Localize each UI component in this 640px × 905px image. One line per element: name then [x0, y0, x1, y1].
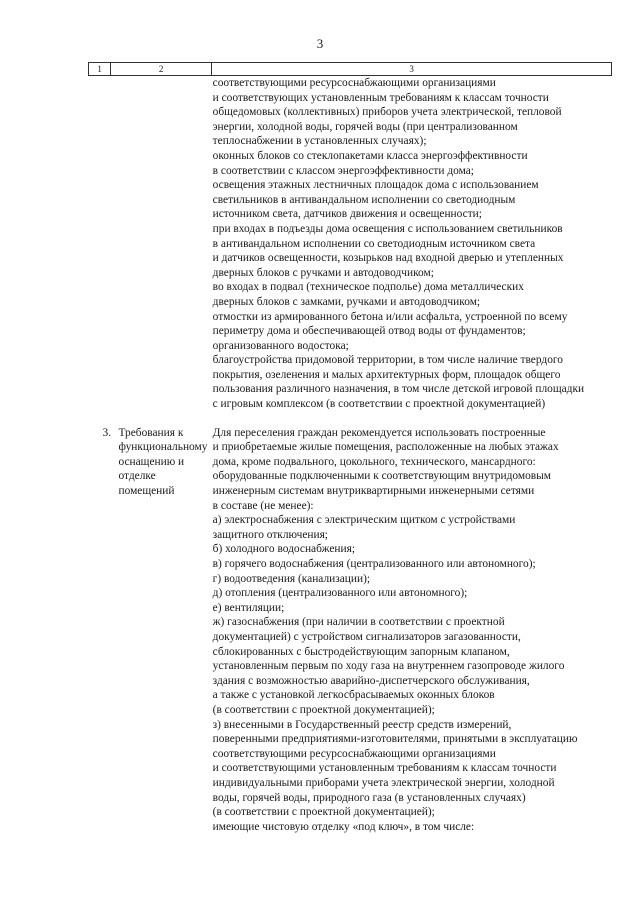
- section-title-line: оснащению и: [118, 455, 185, 468]
- content-line: з) внесенными в Государственный реестр средств измерений,: [212, 718, 512, 731]
- content-line: отмостки из армированного бетона и/или асфальта, устроенной по всему: [212, 310, 568, 323]
- content-line: е) вентиляции;: [212, 601, 285, 614]
- content-line: во входах в подвал (техническое подполье) дома металлических: [212, 281, 524, 294]
- content-line: установленным первым по ходу газа на внутреннем газопроводе жилого: [212, 660, 565, 673]
- content-line: светильников в антивандальном исполнении со светодиодным: [212, 193, 516, 206]
- content-line: а также с установкой легкосбрасываемых оконных блоков: [212, 689, 495, 702]
- cell-section-3-content: [212, 412, 612, 835]
- content-line: и датчиков освещенности, козырьков над входной дверью и утепленных: [212, 252, 564, 265]
- content-line: дверных блоков с замками, ручками и автодоводчиком;: [212, 295, 481, 308]
- content-line: в составе (не менее):: [212, 499, 314, 512]
- content-line: в соответствии с классом энергоэффективности дома;: [212, 164, 474, 177]
- content-line: в) горячего водоснабжения (централизованного или автономного);: [212, 558, 536, 570]
- content-line: сблокированных с быстродействующим запорным клапаном,: [212, 645, 510, 658]
- header-col-3: 3: [212, 63, 612, 76]
- content-line: при входах в подъезды дома освещения с использованием светильников: [212, 222, 563, 235]
- content-line: дома, кроме подвального, цокольного, технического, мансардного:: [212, 455, 536, 468]
- section-number: 3.: [102, 426, 112, 439]
- header-col-1: 1: [89, 63, 111, 76]
- content-line: в антивандальном исполнении со светодиодным источником света: [212, 237, 536, 250]
- content-line: благоустройства придомовой территории, в том числе наличие твердого: [212, 354, 563, 367]
- content-line: здания с возможностью аварийно-диспетчерского обслуживания,: [212, 674, 530, 687]
- content-line: и соответствующих установленным требованиям к классам точности: [212, 91, 549, 104]
- content-line: энергии, холодной воды, горячей воды (при централизованном: [212, 120, 518, 133]
- content-line: освещения этажных лестничных площадок дома с использованием: [212, 179, 539, 192]
- content-line: (в соответствии с проектной документацией);: [212, 703, 435, 716]
- section-title-line: помещений: [118, 485, 175, 498]
- content-line: общедомовых (коллективных) приборов учета электрической, тепловой: [212, 106, 562, 119]
- content-line: документацией) с устройством сигнализаторов загазованности,: [212, 630, 521, 643]
- content-line: пользования различного назначения, в том числе детской игровой площадки: [212, 383, 585, 396]
- content-line: дверных блоков с ручками и автодоводчиком;: [212, 266, 434, 279]
- content-line: соответствующими ресурсоснабжающими организациями: [212, 77, 496, 89]
- table-row-continuation: [89, 76, 612, 412]
- cell-number: [89, 76, 111, 412]
- content-line: а) электроснабжения с электрическим щитком с устройствами: [212, 514, 516, 527]
- requirements-table: [88, 62, 612, 834]
- page-number: 3: [316, 36, 324, 51]
- content-line: индивидуальными приборами учета электрической энергии, холодной: [212, 776, 555, 789]
- content-line: и приобретаемые жилые помещения, расположенные на любых этажах: [212, 441, 559, 454]
- content-line: д) отопления (централизованного или автономного);: [212, 587, 468, 600]
- content-line: источником света, датчиков движения и освещенности;: [212, 208, 482, 221]
- content-line: имеющие чистовую отделку «под ключ», в том числе:: [212, 820, 475, 833]
- cell-section-3-heading: [89, 412, 212, 835]
- content-line: с игровым комплексом (в соответствии с проектной документацией): [212, 398, 546, 411]
- content-line: Для переселения граждан рекомендуется использовать построенные: [212, 426, 546, 439]
- content-line: периметру дома и обеспечивающей отвод воды от фундаментов;: [212, 325, 526, 338]
- cell-title: [111, 76, 212, 412]
- content-line: покрытия, озеленения и малых архитектурных форм, площадок общего: [212, 368, 561, 381]
- table-header-row: [89, 63, 612, 76]
- content-line: ж) газоснабжения (при наличии в соответствии с проектной: [212, 616, 505, 629]
- content-line: организованного водостока;: [212, 339, 349, 352]
- cell-content: [212, 76, 612, 412]
- content-line: г) водоотведения (канализации);: [212, 572, 371, 585]
- content-line: теплоснабжении в установленных случаях);: [212, 135, 427, 148]
- content-line: оборудованные подключенными к соответствующим внутридомовым: [212, 470, 552, 483]
- section-title-line: функциональному: [118, 441, 208, 454]
- section-title-line: отделке: [118, 470, 156, 483]
- content-line: оконных блоков со стеклопакетами класса энергоэффективности: [212, 149, 528, 162]
- table-row-section-3: [89, 412, 612, 835]
- content-line: воды, горячей воды, природного газа (в установленных случаях): [212, 791, 526, 804]
- content-line: поверенными предприятиями-изготовителями, принятыми в эксплуатацию: [212, 733, 578, 746]
- content-line: (в соответствии с проектной документацией);: [212, 806, 435, 819]
- content-line: соответствующими ресурсоснабжающими организациями: [212, 747, 496, 760]
- content-line: б) холодного водоснабжения;: [212, 543, 355, 556]
- section-title: [115, 426, 208, 499]
- content-line: инженерным системам внутриквартирными инженерными сетями: [212, 485, 535, 498]
- content-line: защитного отключения;: [212, 528, 328, 541]
- section-title-line: Требования к: [118, 426, 184, 439]
- content-line: и соответствующими установленным требованиям к классам точности: [212, 762, 557, 775]
- header-col-2: 2: [111, 63, 212, 76]
